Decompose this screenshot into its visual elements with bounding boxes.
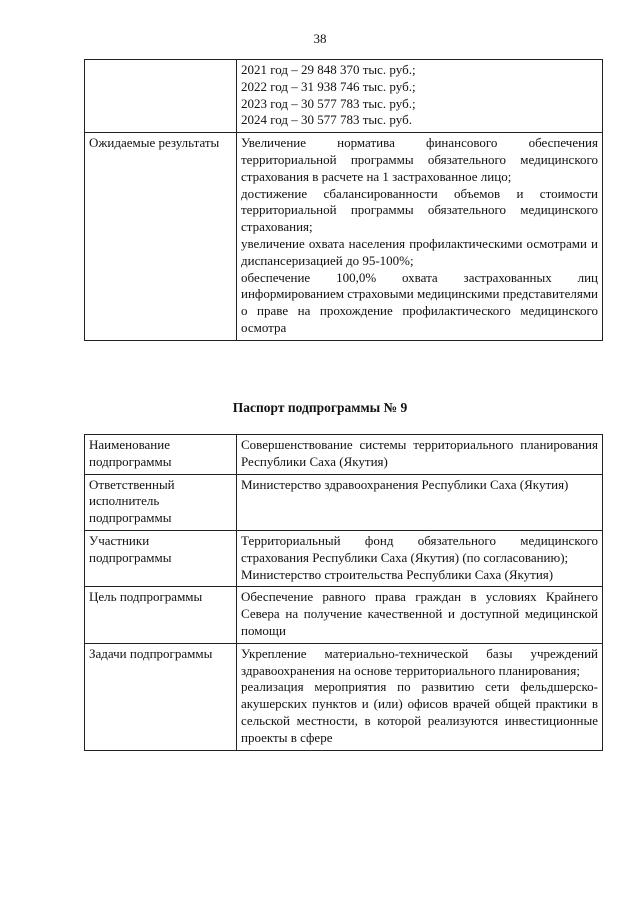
funding-2023: 2023 год – 30 577 783 тыс. руб.;	[241, 95, 416, 111]
subprogram-passport-table	[84, 434, 603, 751]
row-label: Участники подпрограммы	[85, 530, 237, 586]
cell-text: Обеспечение равного права граждан в условиях Крайнего Севера на получение качественной и доступной медицинской помощи	[241, 589, 598, 638]
row-label: Задачи подпрограммы	[85, 643, 237, 750]
row-content	[237, 643, 603, 750]
row-label: Ответственный исполнитель подпрограммы	[85, 474, 237, 530]
funding-results-table	[84, 59, 603, 341]
row-label	[85, 60, 237, 133]
cell-text: Министерство строительства Республики Саха (Якутия)	[241, 566, 554, 582]
table-row	[85, 643, 603, 750]
table-row	[85, 530, 603, 586]
result-item: достижение сбалансированности объемов и стоимости территориальной программы обязательного медицинского страхования;	[241, 185, 598, 235]
table-row	[85, 435, 603, 475]
row-content	[237, 530, 603, 586]
table-row	[85, 474, 603, 530]
funding-2022: 2022 год – 31 938 746 тыс. руб.;	[241, 78, 416, 94]
table-row	[85, 133, 603, 341]
page-number: 38	[313, 31, 327, 46]
cell-text: Министерство здравоохранения Республики Саха (Якутия)	[241, 476, 569, 492]
row-label: Наименование подпрограммы	[85, 435, 237, 475]
cell-text: реализация мероприятия по развитию сети фельдшерско-акушерских пунктов и (или) офисов врачей общей практики в сельской местности, в которой реализуются инвестиционные проекты в сфере	[241, 679, 598, 745]
section-title: Паспорт подпрограммы № 9	[232, 400, 408, 415]
row-content	[237, 474, 603, 530]
row-content	[237, 60, 603, 133]
cell-text: Укрепление материально-технической базы учреждений здравоохранения на основе территориального планирования;	[241, 645, 598, 678]
row-content	[237, 587, 603, 643]
row-label: Цель подпрограммы	[85, 587, 237, 643]
row-content	[237, 435, 603, 475]
result-item: обеспечение 100,0% охвата застрахованных лиц информированием страховыми медицинскими представителями о праве на прохождение профилактического медицинского осмотра	[241, 269, 598, 335]
table-row	[85, 587, 603, 643]
row-content	[237, 133, 603, 341]
result-item: увеличение охвата населения профилактическими осмотрами и диспансеризацией до 95-100%;	[241, 235, 598, 268]
funding-2024: 2024 год – 30 577 783 тыс. руб.	[241, 112, 412, 128]
table-row	[85, 60, 603, 133]
cell-text: Территориальный фонд обязательного медицинского страхования Республики Саха (Якутия) (по согласованию);	[241, 532, 598, 565]
funding-2021: 2021 год – 29 848 370 тыс. руб.;	[241, 62, 416, 77]
cell-text: Совершенствование системы территориального планирования Республики Саха (Якутия)	[241, 437, 598, 469]
row-label: Ожидаемые результаты	[85, 133, 237, 341]
result-item: Увеличение норматива финансового обеспечения территориальной программы обязательного медицинского страхования в расчете на 1 застрахованное лицо;	[241, 135, 598, 184]
